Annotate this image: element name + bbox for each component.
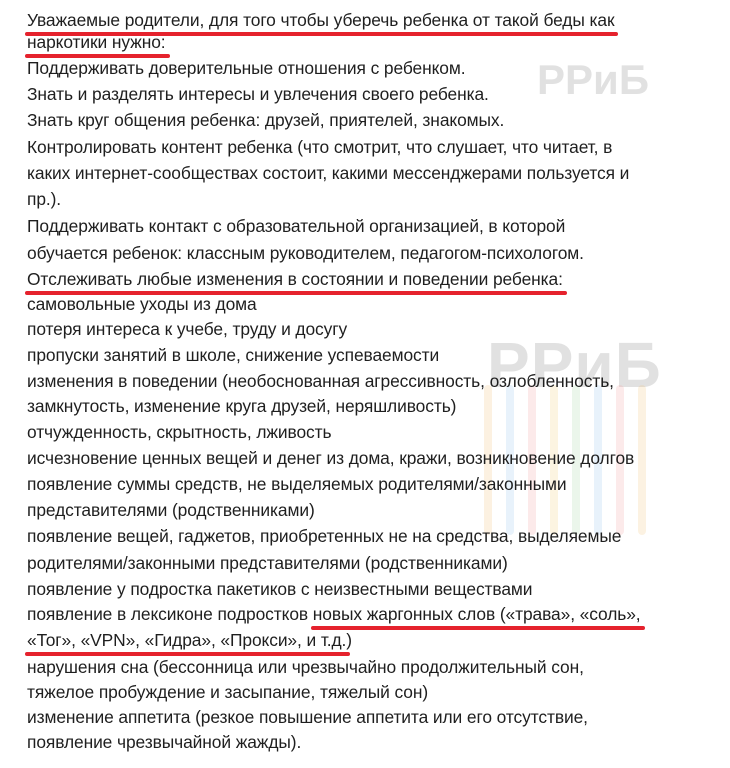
text-line [27, 318, 347, 340]
text-line [27, 525, 621, 547]
text-segment: Контролировать контент ребенка (что смотрит, что слушает, что читает, в [27, 137, 613, 157]
text-segment: тяжелое пробуждение и засыпание, тяжелый сон) [27, 682, 429, 702]
watermark-small: РРиБ [537, 56, 650, 103]
text-line [27, 578, 532, 600]
text-segment: появление в лексиконе подростков [27, 604, 313, 624]
text-segment: Поддерживать доверительные отношения с ребенком. [27, 58, 466, 78]
watermark-large: РРиБ [487, 329, 662, 401]
text-line [27, 552, 508, 574]
text-segment: изменения в поведении (необоснованная агрессивность, озлобленность, [27, 371, 614, 391]
text-line [27, 421, 331, 443]
text-line [27, 57, 465, 79]
text-segment: самовольные уходы из дома [27, 294, 257, 314]
text-line [27, 136, 612, 158]
text-segment: родителями/законными представителями (родственниками) [27, 553, 508, 573]
text-line [27, 215, 565, 237]
text-segment: каких интернет-сообществах состоит, какими мессенджерами пользуется и [27, 163, 630, 183]
text-segment: появление суммы средств, не выделяемых родителями/законными [27, 474, 567, 494]
highlighted-text: наркотики нужно: [27, 31, 166, 53]
text-line [27, 31, 166, 53]
text-line [27, 293, 257, 315]
text-line [27, 9, 614, 31]
text-segment: Поддерживать контакт с образовательной организацией, в которой [27, 216, 566, 236]
text-segment: появление чрезвычайной жажды). [27, 732, 302, 752]
highlighted-text: Уважаемые родители, для того чтобы уберечь ребенка от такой беды как [27, 9, 614, 31]
red-underline [311, 626, 645, 630]
text-line [27, 370, 614, 392]
text-segment: Знать и разделять интересы и увлечения своего ребенка. [27, 84, 489, 104]
highlighted-text: новых жаргонных слов («трава», «соль», [313, 603, 641, 625]
text-segment: замкнутость, изменение круга друзей, неряшливость) [27, 396, 457, 416]
text-line [27, 447, 634, 469]
text-line [27, 499, 315, 521]
text-line [27, 656, 584, 678]
highlighted-text: «Тог», «VPN», «Гидра», «Прокси», и т.д. [27, 629, 346, 651]
text-segment: отчужденность, скрытность, лживость [27, 422, 332, 442]
highlighted-text: Отслеживать любые изменения в состоянии и поведении ребенка: [27, 268, 563, 290]
text-segment: появление вещей, гаджетов, приобретенных не на средства, выделяемые [27, 526, 622, 546]
text-segment: ) [346, 630, 352, 650]
text-line [27, 681, 428, 703]
text-line [27, 344, 439, 366]
text-line [27, 603, 641, 625]
text-line [27, 706, 588, 728]
text-line [27, 162, 629, 184]
text-line [27, 731, 301, 753]
text-line [27, 188, 61, 210]
text-segment: изменение аппетита (резкое повышение аппетита или его отсутствие, [27, 707, 588, 727]
text-segment: нарушения сна (бессонница или чрезвычайно продолжительный сон, [27, 657, 584, 677]
text-line [27, 83, 489, 105]
text-segment: пр.). [27, 189, 62, 209]
text-line [27, 109, 504, 131]
text-line [27, 629, 352, 651]
text-segment: Знать круг общения ребенка: друзей, приятелей, знакомых. [27, 110, 505, 130]
text-segment: представителями (родственниками) [27, 500, 315, 520]
text-line [27, 395, 456, 417]
text-segment: потеря интереса к учебе, труду и досугу [27, 319, 348, 339]
text-segment: появление у подростка пакетиков с неизвестными веществами [27, 579, 533, 599]
text-segment: пропуски занятий в школе, снижение успеваемости [27, 345, 440, 365]
text-segment: обучается ребенок: классным руководителем, педагогом-психологом. [27, 243, 584, 263]
text-line [27, 268, 563, 290]
text-line [27, 473, 566, 495]
text-line [27, 242, 584, 264]
text-segment: исчезновение ценных вещей и денег из дома, кражи, возникновение долгов [27, 448, 635, 468]
